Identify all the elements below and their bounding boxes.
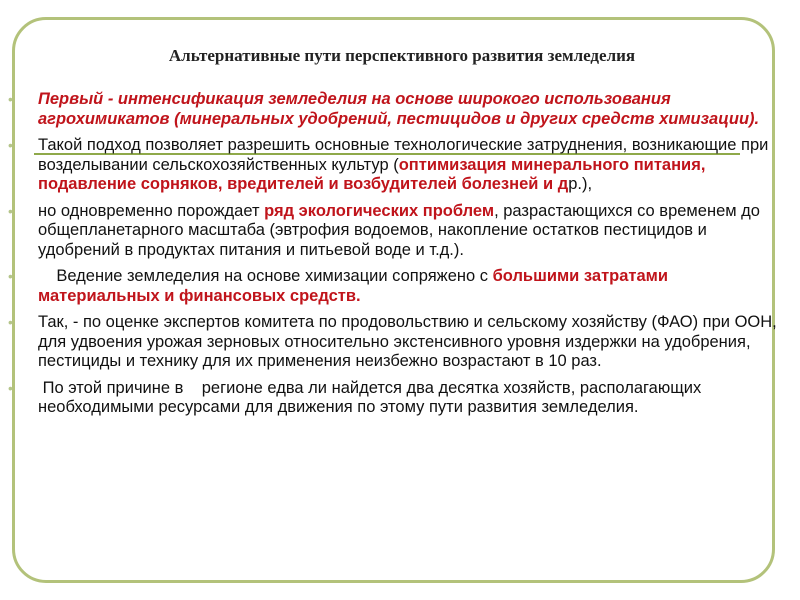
bullet-item (8, 267, 780, 306)
highlighted-text: ряд экологических проблем (264, 201, 495, 220)
bullet-icon: • (8, 137, 13, 153)
bullet-icon: • (8, 314, 13, 330)
bullet-item (8, 136, 780, 195)
bullet-icon: • (8, 202, 13, 219)
body-text: , разрастающихся со временем до общепланетарного масштаба (эвтрофия водоемов, накопление остатков пестицидов и удобрений в продуктах питания и питьевой воде и т.д.). (38, 201, 765, 259)
bullet-item (8, 313, 780, 372)
body-text: но одновременно порождает (38, 201, 265, 220)
bullet-icon: • (8, 91, 13, 107)
bullet-item (8, 379, 780, 418)
body-text: Так, - по оценке экспертов комитета по продовольствию и сельскому хозяйству (ФАО) при ООН, для удвоения урожая зерновых относительно экстенсивного уровня издержки на удобрения, пестициды и технику для их применения неизбежно возрастают в 10 раз. (38, 313, 782, 370)
bullet-list (8, 90, 780, 425)
bullet-icon: • (8, 379, 13, 396)
bullet-icon: • (8, 268, 13, 284)
slide-title: Альтернативные пути перспективного развития земледелия (168, 46, 636, 65)
bullet-item (8, 90, 780, 129)
body-text: Ведение земледелия на основе химизации сопряжено с (38, 267, 493, 285)
highlighted-text: большими затратами материальных и финансовых средств. (38, 267, 673, 305)
body-text: Такой подход позволяет разрешить основные технологические затруднения, возникающие при возделывании сельскохозяйственных культур ( (38, 136, 773, 174)
body-text: По этой причине в регионе едва ли найдется два десятка хозяйств, располагающих необходимыми ресурсами для движения по этому пути развития земледелия. (38, 378, 706, 416)
highlighted-text: Первый - интенсификация земледелия на основе широкого использования агрохимикатов (минеральных удобрений, пестицидов и других средств химизации). (38, 90, 760, 128)
body-text: р.), (568, 175, 593, 193)
highlighted-text: оптимизация минерального питания, подавление сорняков, вредителей и возбудителей болезней и д (38, 155, 710, 193)
bullet-item (8, 202, 780, 261)
